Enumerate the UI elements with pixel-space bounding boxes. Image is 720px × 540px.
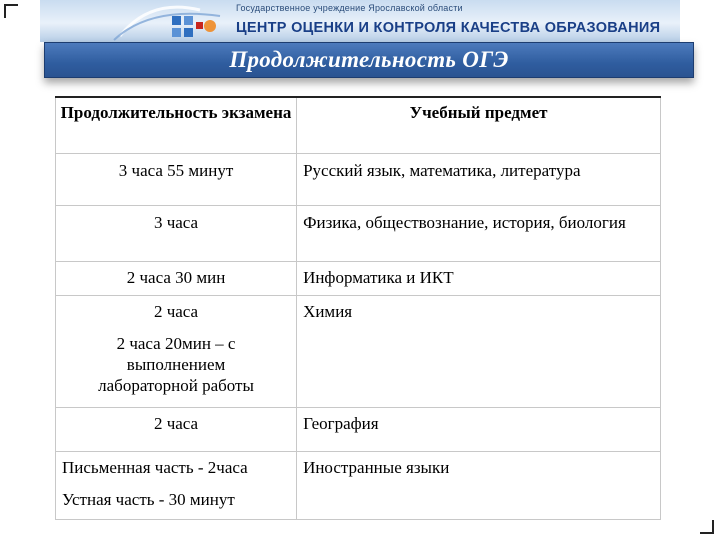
duration-cell: 3 часа	[56, 205, 297, 261]
subject-cell: География	[297, 407, 661, 451]
subject-cell: Информатика и ИКТ	[297, 261, 661, 295]
banner-organization: Государственное учреждение Ярославской области	[236, 3, 463, 13]
subject-cell: Физика, обществознание, история, биология	[297, 205, 661, 261]
table-header-row	[56, 97, 661, 153]
table-row	[56, 407, 661, 451]
table-row	[56, 205, 661, 261]
table-row	[56, 261, 661, 295]
subject-cell: Русский язык, математика, литература	[297, 153, 661, 205]
duration-cell: 3 часа 55 минут	[56, 153, 297, 205]
duration-cell	[56, 295, 297, 407]
duration-cell: 2 часа	[56, 407, 297, 451]
header-banner	[40, 0, 680, 42]
corner-mark-top-left	[4, 4, 18, 18]
corner-mark-bottom-right	[700, 520, 714, 534]
table-row	[56, 295, 661, 407]
table-row	[56, 153, 661, 205]
subject-cell: Иностранные языки	[297, 451, 661, 519]
table-row	[56, 451, 661, 519]
duration-main: Письменная часть - 2часа	[62, 457, 248, 477]
banner-center-name: ЦЕНТР ОЦЕНКИ И КОНТРОЛЯ КАЧЕСТВА ОБРАЗОВАНИЯ	[236, 20, 661, 36]
header-subject: Учебный предмет	[297, 97, 661, 153]
duration-cell: 2 часа 30 мин	[56, 261, 297, 295]
subject-cell: Химия	[297, 295, 661, 407]
duration-main: 2 часа	[153, 301, 199, 321]
header-duration: Продолжительность экзамена	[56, 97, 297, 153]
duration-note: 2 часа 20мин – с выполнением лабораторной работы	[98, 333, 254, 395]
duration-note: Устная часть - 30 минут	[62, 489, 235, 509]
banner-graphic	[110, 2, 230, 42]
title-bar	[44, 42, 694, 78]
page-title: Продолжительность ОГЭ	[229, 47, 509, 72]
duration-cell	[56, 451, 297, 519]
exam-duration-table	[55, 96, 661, 520]
